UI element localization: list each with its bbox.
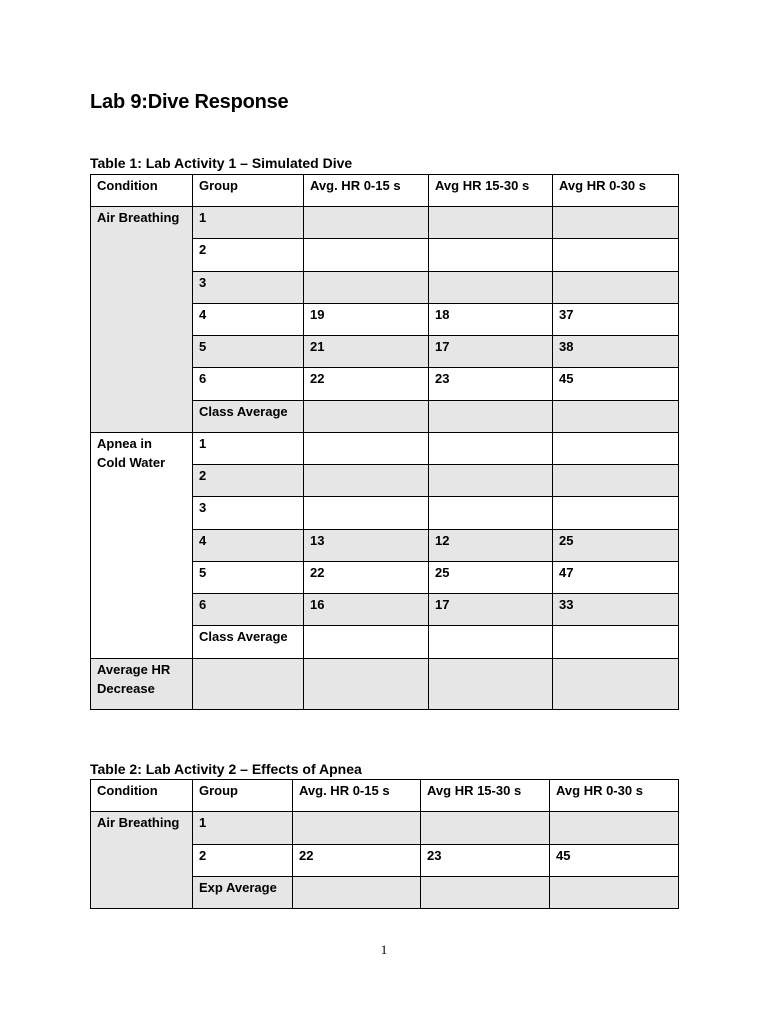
condition-label-line: Apnea in xyxy=(97,436,152,451)
group-cell: 1 xyxy=(193,207,304,239)
value-cell: 12 xyxy=(429,530,553,562)
group-cell: 4 xyxy=(193,304,304,336)
table1-caption: Table 1: Lab Activity 1 – Simulated Dive xyxy=(90,155,353,171)
group-cell: 6 xyxy=(193,594,304,626)
value-cell xyxy=(550,877,679,909)
value-cell: 17 xyxy=(429,336,553,368)
value-cell xyxy=(553,433,679,465)
header-cell: Avg HR 15-30 s xyxy=(421,780,550,812)
value-cell: 25 xyxy=(553,530,679,562)
value-cell xyxy=(304,659,429,710)
value-cell: 22 xyxy=(304,562,429,594)
group-cell xyxy=(193,659,304,710)
value-cell: 13 xyxy=(304,530,429,562)
header-cell: Group xyxy=(193,780,293,812)
value-cell: 33 xyxy=(553,594,679,626)
value-cell: 22 xyxy=(293,845,421,877)
header-cell: Avg. HR 0-15 s xyxy=(304,175,429,207)
header-cell: Avg HR 0-30 s xyxy=(553,175,679,207)
value-cell: 45 xyxy=(550,845,679,877)
table2-header-row xyxy=(91,780,679,812)
group-cell: 4 xyxy=(193,530,304,562)
value-cell xyxy=(429,207,553,239)
condition-label-line: Average HR xyxy=(97,662,171,677)
value-cell: 21 xyxy=(304,336,429,368)
value-cell xyxy=(421,812,550,845)
table-row xyxy=(91,812,679,845)
group-cell: 5 xyxy=(193,336,304,368)
value-cell: 25 xyxy=(429,562,553,594)
group-cell: Class Average xyxy=(193,401,304,433)
value-cell xyxy=(553,239,679,272)
group-cell: Exp Average xyxy=(193,877,293,909)
value-cell: 37 xyxy=(553,304,679,336)
table-row xyxy=(91,659,679,710)
group-cell: Class Average xyxy=(193,626,304,659)
condition-cell-air-breathing: Air Breathing xyxy=(91,207,193,433)
group-cell: 1 xyxy=(193,812,293,845)
value-cell: 23 xyxy=(429,368,553,401)
group-cell: 2 xyxy=(193,239,304,272)
value-cell xyxy=(421,877,550,909)
condition-cell-air-breathing: Air Breathing xyxy=(91,812,193,909)
header-cell: Avg HR 0-30 s xyxy=(550,780,679,812)
table2 xyxy=(90,779,679,909)
value-cell xyxy=(553,659,679,710)
value-cell xyxy=(304,239,429,272)
value-cell xyxy=(304,433,429,465)
value-cell: 18 xyxy=(429,304,553,336)
table2-caption: Table 2: Lab Activity 2 – Effects of Apnea xyxy=(90,761,362,777)
value-cell xyxy=(429,433,553,465)
value-cell xyxy=(553,401,679,433)
value-cell xyxy=(293,812,421,845)
value-cell xyxy=(553,272,679,304)
value-cell: 45 xyxy=(553,368,679,401)
value-cell xyxy=(550,812,679,845)
header-cell: Condition xyxy=(91,175,193,207)
value-cell: 16 xyxy=(304,594,429,626)
header-cell: Avg HR 15-30 s xyxy=(429,175,553,207)
condition-label-line: Cold Water xyxy=(97,455,166,470)
value-cell xyxy=(429,626,553,659)
value-cell xyxy=(304,401,429,433)
header-cell: Condition xyxy=(91,780,193,812)
value-cell xyxy=(304,465,429,497)
value-cell xyxy=(429,401,553,433)
group-cell: 2 xyxy=(193,845,293,877)
value-cell: 47 xyxy=(553,562,679,594)
header-cell: Group xyxy=(193,175,304,207)
group-cell: 3 xyxy=(193,272,304,304)
page-number: 1 xyxy=(380,942,388,957)
value-cell xyxy=(553,497,679,530)
value-cell xyxy=(429,272,553,304)
value-cell xyxy=(304,207,429,239)
group-cell: 2 xyxy=(193,465,304,497)
table1 xyxy=(90,174,679,710)
header-cell: Avg. HR 0-15 s xyxy=(293,780,421,812)
value-cell: 17 xyxy=(429,594,553,626)
value-cell: 38 xyxy=(553,336,679,368)
value-cell xyxy=(429,497,553,530)
group-cell: 1 xyxy=(193,433,304,465)
condition-cell-apnea-cold-water xyxy=(91,433,193,659)
value-cell xyxy=(304,272,429,304)
value-cell xyxy=(429,465,553,497)
value-cell: 23 xyxy=(421,845,550,877)
group-cell: 6 xyxy=(193,368,304,401)
table1-header-row xyxy=(91,175,679,207)
table-row xyxy=(91,433,679,465)
value-cell xyxy=(553,207,679,239)
value-cell xyxy=(429,659,553,710)
group-cell: 5 xyxy=(193,562,304,594)
value-cell xyxy=(293,877,421,909)
value-cell: 22 xyxy=(304,368,429,401)
value-cell xyxy=(429,239,553,272)
document-title: Lab 9:Dive Response xyxy=(90,91,289,113)
condition-label-line: Decrease xyxy=(97,681,155,696)
condition-cell-average-hr-decrease xyxy=(91,659,193,710)
value-cell: 19 xyxy=(304,304,429,336)
value-cell xyxy=(553,465,679,497)
value-cell xyxy=(304,497,429,530)
value-cell xyxy=(304,626,429,659)
group-cell: 3 xyxy=(193,497,304,530)
table-row xyxy=(91,207,679,239)
value-cell xyxy=(553,626,679,659)
